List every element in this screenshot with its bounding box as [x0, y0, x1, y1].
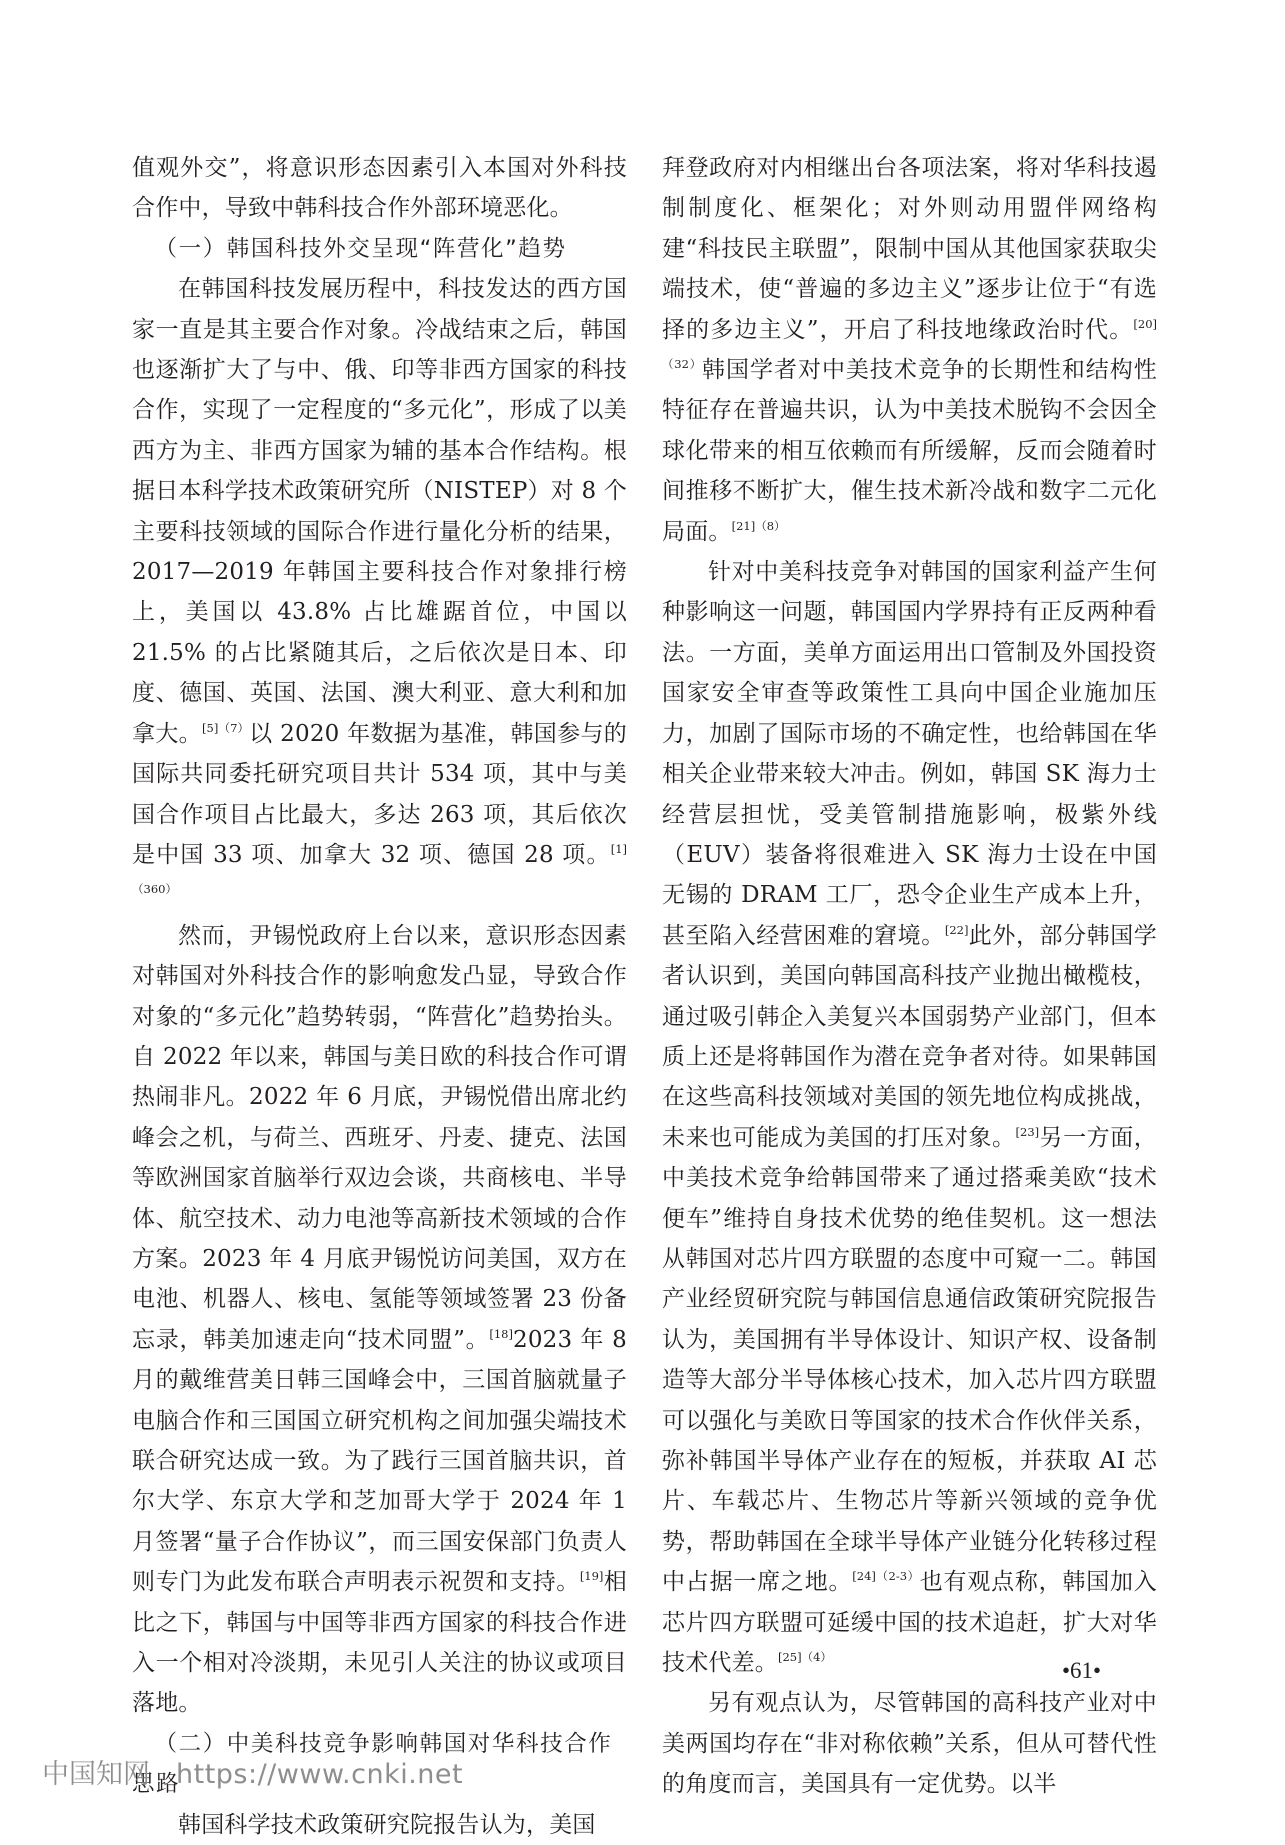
citation-ref: [21]（8）	[731, 518, 786, 533]
paragraph: 然而，尹锡悦政府上台以来，意识形态因素对韩国对外科技合作的影响愈发凸显，导致合作对象的“多元化”趋势转弱，“阵营化”趋势抬头。自 2022 年以来，韩国与美日欧的科技合作可谓热闹非凡。2022 年 6 月底，尹锡悦借出席北约峰会之机，与荷兰、西班牙、丹麦、捷克、法国等欧洲国家首脑举行双边会谈，共商核电、半导体、航空技术、动力电池等高新技术领域的合作方案。2023 年 4 月底尹锡悦访问美国，双方在电池、机器人、核电、氢能等领域签署 23 份备忘录，韩美加速走向“技术同盟”。[18]2023 年 8 月的戴维营美日韩三国峰会中，三国首脑就量子电脑合作和三国国立研究机构之间加强尖端技术联合研究达成一致。为了践行三国首脑共识，首尔大学、东京大学和芝加哥大学于 2024 年 1 月签署“量子合作协议”，而三国安保部门负责人则专门为此发布联合声明表示祝贺和支持。[19]相比之下，韩国与中国等非西方国家的科技合作进入一个相对冷淡期，未见引人关注的协议或项目落地。	[132, 922, 627, 1717]
watermark-brand: 中国知网	[42, 1759, 150, 1790]
citation-ref: [20]（32）	[662, 316, 1157, 372]
citation-ref: [22]	[944, 922, 969, 937]
section-heading-1: （一）韩国科技外交呈现“阵营化”趋势	[154, 235, 567, 262]
citation-ref: [5]（7）	[202, 720, 250, 735]
paragraph-continuation: 拜登政府对内相继出台各项法案，将对华科技遏制制度化、框架化；对外则动用盟伴网络构建“科技民主联盟”，限制中国从其他国家获取尖端技术，使“普遍的多边主义”逐步让位于“有选择的多边主义”，开启了科技地缘政治时代。$^{[20](32)}$韩国学者对中美技术竞争的长期性和结构性特征存在普遍共识，认为中美技术脱钩不会因全球化带来的相互依赖而有所缓解，反而会随着时间推移不断扩大，催生技术新冷战和数字二元化局面。$^{[21](8)}$	[662, 155, 1157, 545]
left-column	[132, 148, 627, 1845]
citation-ref: [25]（4）	[778, 1650, 832, 1665]
citation-ref: [23]	[1015, 1124, 1040, 1139]
watermark-url: https://www.cnki.net	[176, 1759, 464, 1790]
paragraph: 韩国科学技术政策研究院报告认为，美国	[178, 1811, 596, 1838]
right-column	[662, 148, 1157, 1805]
paragraph-continuation: 值观外交”，将意识形态因素引入本国对外科技合作中，导致中韩科技合作外部环境恶化。	[132, 155, 627, 222]
cnki-watermark	[42, 1752, 463, 1791]
citation-ref: [24]（2-3）	[852, 1569, 920, 1584]
citation-ref: [19]	[579, 1569, 604, 1584]
citation-ref: [1]（360）	[132, 841, 627, 897]
citation-ref: [18]	[489, 1326, 513, 1341]
paragraph: 在韩国科技发展历程中，科技发达的西方国家一直是其主要合作对象。冷战结束之后，韩国也逐渐扩大了与中、俄、印等非西方国家的科技合作，实现了一定程度的“多元化”，形成了以美西方为主、非西方国家为辅的基本合作结构。根据日本科学技术政策研究所（NISTEP）对 8 个主要科技领域的国际合作进行量化分析的结果，2017—2019 年韩国主要科技合作对象排行榜上，美国以 43.8% 占比雄踞首位，中国以 21.5% 的占比紧随其后，之后依次是日本、印度、德国、英国、法国、澳大利亚、意大利和加拿大。$^{[5](7)}$以 2020 年数据为基准，韩国参与的国际共同委托研究项目共计 534 项，其中与美国合作项目占比最大，多达 263 项，其后依次是中国 33 项、加拿大 32 项、德国 28 项。$^{[1](360)}$	[132, 276, 628, 897]
section-heading-2: （二）中美科技竞争影响韩国对华科技合作思路	[132, 1730, 613, 1798]
paragraph: 另有观点认为，尽管韩国的高科技产业对中美两国均存在“非对称依赖”关系，但从可替代性的角度而言，美国具有一定优势。以半	[662, 1690, 1157, 1798]
page-number: •61•	[1062, 1658, 1102, 1683]
paragraph: 针对中美科技竞争对韩国的国家利益产生何种影响这一问题，韩国国内学界持有正反两种看法。一方面，美单方面运用出口管制及外国投资国家安全审查等政策性工具向中国企业施加压力，加剧了国际市场的不确定性，也给韩国在华相关企业带来较大冲击。例如，韩国 SK 海力士经营层担忧，受美管制措施影响，极紫外线（EUV）装备将很难进入 SK 海力士设在中国无锡的 DRAM 工厂，恐令企业生产成本上升，甚至陷入经营困难的窘境。[22]此外，部分韩国学者认识到，美国向韩国高科技产业抛出橄榄枝，通过吸引韩企入美复兴本国弱势产业部门，但本质上还是将韩国作为潜在竞争者对待。如果韩国在这些高科技领域对美国的领先地位构成挑战，未来也可能成为美国的打压对象。[23]另一方面，中美技术竞争给韩国带来了通过搭乘美欧“技术便车”维持自身技术优势的绝佳契机。这一想法从韩国对芯片四方联盟的态度中可窥一二。韩国产业经贸研究院与韩国信息通信政策研究院报告认为，美国拥有半导体设计、知识产权、设备制造等大部分半导体核心技术，加入芯片四方联盟可以强化与美欧日等国家的技术合作伙伴关系，弥补韩国半导体产业存在的短板，并获取 AI 芯片、车载芯片、生物芯片等新兴领域的竞争优势，帮助韩国在全球半导体产业链分化转移过程中占据一席之地。$^{[24](2-3)}$也有观点称，韩国加入芯片四方联盟可延缓中国的技术追赶，扩大对华技术代差。$^{[25](4)}$	[662, 559, 1158, 1677]
